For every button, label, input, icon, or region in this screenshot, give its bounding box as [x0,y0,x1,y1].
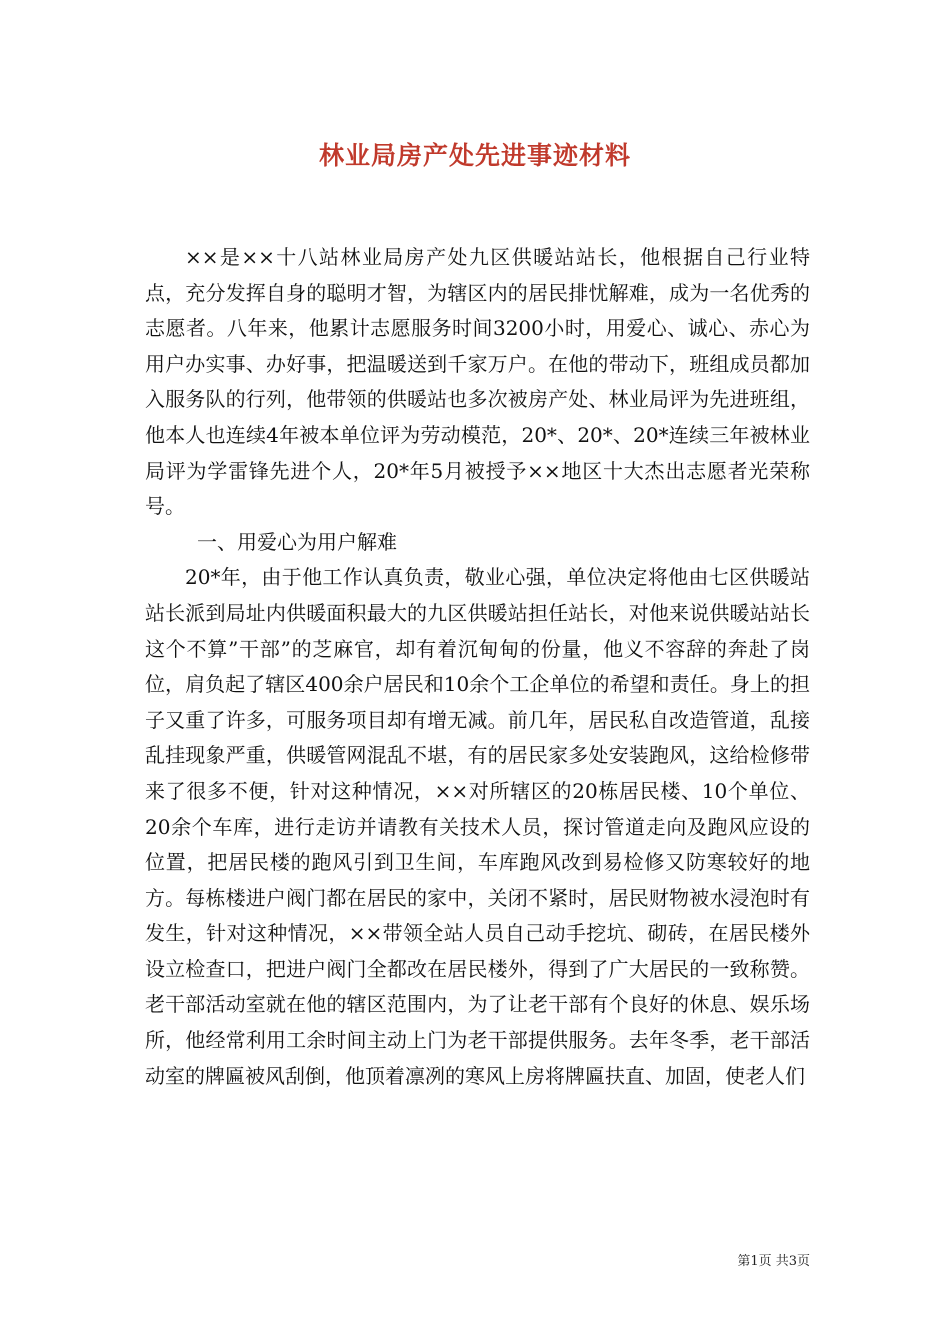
section-heading: 一、用爱心为用户解难 [197,529,397,554]
document-title: 林业局房产处先进事迹材料 [318,141,631,170]
document-body [145,240,810,1094]
paragraph-section-1: 20*年，由于他工作认真负责，敬业心强，单位决定将他由七区供暖站站长派到局址内供暖面积最大的九区供暖站担任站长，对他来说供暖站站长这个不算”干部”的芝麻官，却有着沉甸甸的份量，他义不容辞的奔赴了岗位，肩负起了辖区400余户居民和10余个工企单位的希望和责任。身上的担子又重了许多，可服务项目却有增无减。前几年，居民私自改造管道，乱接乱挂现象严重，供暖管网混乱不堪，有的居民家多处安装跑风，这给检修带来了很多不便，针对这种情况，××对所辖区的20栋居民楼、10个单位、20余个车库，进行走访并请教有关技术人员，探讨管道走向及跑风应设的位置，把居民楼的跑风引到卫生间，车库跑风改到易检修又防寒较好的地方。每栋楼进户阀门都在居民的家中，关闭不紧时，居民财物被水浸泡时有发生，针对这种情况，××带领全站人员自己动手挖坑、砌砖，在居民楼外设立检查口，把进户阀门全都改在居民楼外，得到了广大居民的一致称赞。老干部活动室就在他的辖区范围内，为了让老干部有个良好的休息、娱乐场所，他经常利用工余时间主动上门为老干部提供服务。去年冬季，老干部活动室的牌匾被风刮倒，他顶着凛冽的寒风上房将牌匾扶直、加固，使老人们 [145,565,810,1088]
paragraph-intro: ××是××十八站林业局房产处九区供暖站站长，他根据自己行业特点，充分发挥自身的聪明才智，为辖区内的居民排忧解难，成为一名优秀的志愿者。八年来，他累计志愿服务时间3200小时，用爱心、诚心、赤心为用户办实事、办好事，把温暖送到千家万户。在他的带动下，班组成员都加入服务队的行列，他带领的供暖站也多次被房产处、林业局评为先进班组，他本人也连续4年被本单位评为劳动模范，20*、20*、20*连续三年被林业局评为学雷锋先进个人，20*年5月被授予××地区十大杰出志愿者光荣称号。 [145,245,810,519]
page-number-footer: 第1页 共3页 [737,1254,810,1269]
